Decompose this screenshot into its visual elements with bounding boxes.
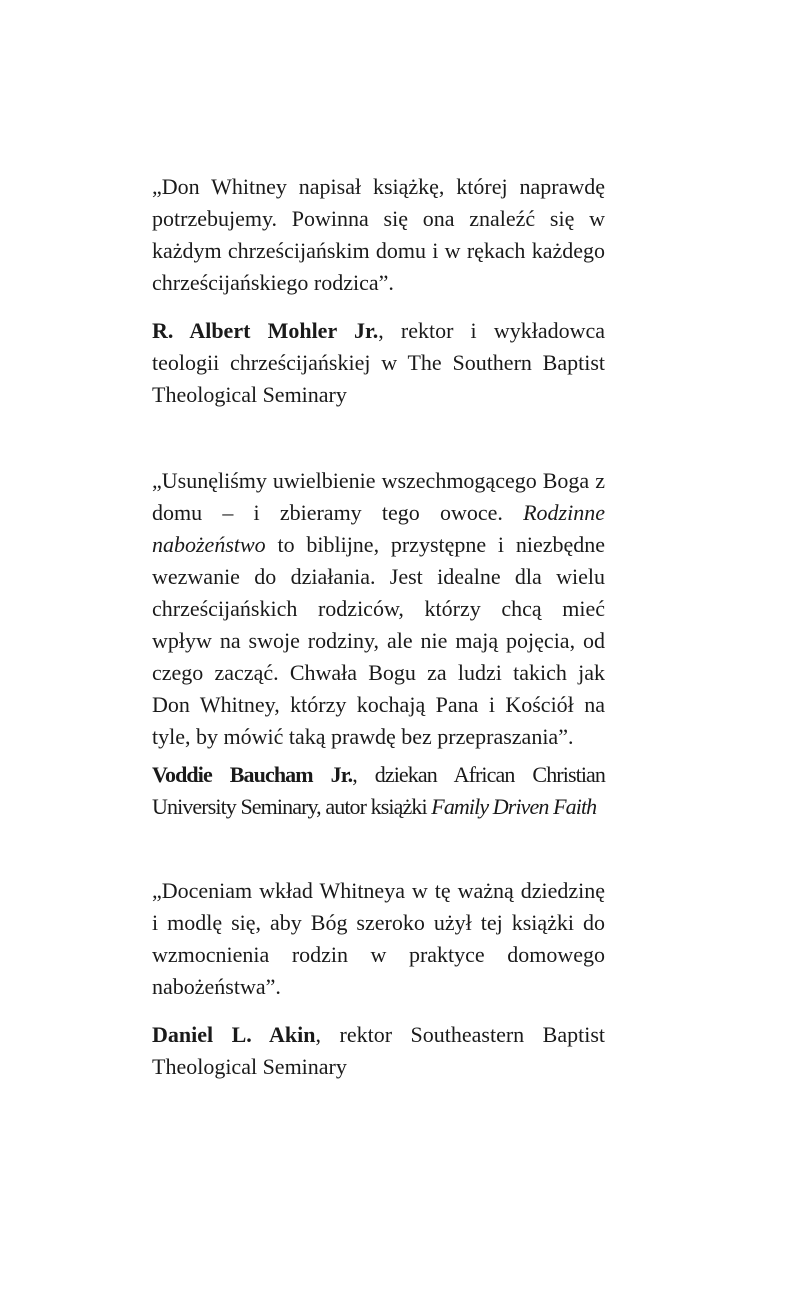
quote-baucham-part-2: to biblijne, przystępne i niezbędne wezwanie do działania. Jest idealne dla wielu chrześcijańskich rodziców, którzy chcą mieć wpływ na swoje rodziny, ale nie mają pojęcia, od czego zacząć. Chwała Bogu za ludzi takich jak Don Whitney, którzy kochają Pana i Kościół na tyle, by mówić taką prawdę bez przepraszania”. <box>152 532 605 749</box>
quote-baucham <box>152 465 605 753</box>
author-baucham: Voddie Baucham Jr. <box>152 762 353 787</box>
endorsement-mohler <box>152 171 605 411</box>
quote-mohler: „Don Whitney napisał książkę, której naprawdę potrzebujemy. Powinna się ona znaleźć się w każdym chrześcijańskim domu i w rękach każdego chrześcijańskiego rodzica”. <box>152 174 605 295</box>
role-akin: , rektor Southeastern Baptist Theological Seminary <box>152 1022 606 1079</box>
book-title-family-driven-faith: Family Driven Faith <box>431 794 597 819</box>
attribution-akin <box>152 1019 605 1083</box>
quote-akin: „Doceniam wkład Whitneya w tę ważną dziedzinę i modlę się, aby Bóg szeroko użył tej książki do wzmocnienia rodzin w praktyce domowego nabożeństwa”. <box>152 878 605 999</box>
role-baucham: , dziekan African Christian University Seminary, autor książki <box>152 762 605 819</box>
role-mohler: , rektor i wykładowca teologii chrześcijańskiej w The Southern Baptist Theological Seminary <box>152 318 605 407</box>
quote-baucham-part-1: „Usunęliśmy uwielbienie wszechmogącego Boga z domu – i zbieramy tego owoce. <box>152 468 605 525</box>
attribution-mohler <box>152 315 605 411</box>
book-title-rodzinne-nabozenstwo: Rodzinne nabożeństwo <box>152 500 605 557</box>
endorsement-akin <box>152 875 605 1083</box>
endorsements-page <box>152 171 605 1083</box>
author-akin: Daniel L. Akin <box>152 1022 316 1047</box>
attribution-baucham <box>152 759 605 823</box>
author-mohler: R. Albert Mohler Jr. <box>152 318 379 343</box>
endorsement-baucham <box>152 465 605 823</box>
